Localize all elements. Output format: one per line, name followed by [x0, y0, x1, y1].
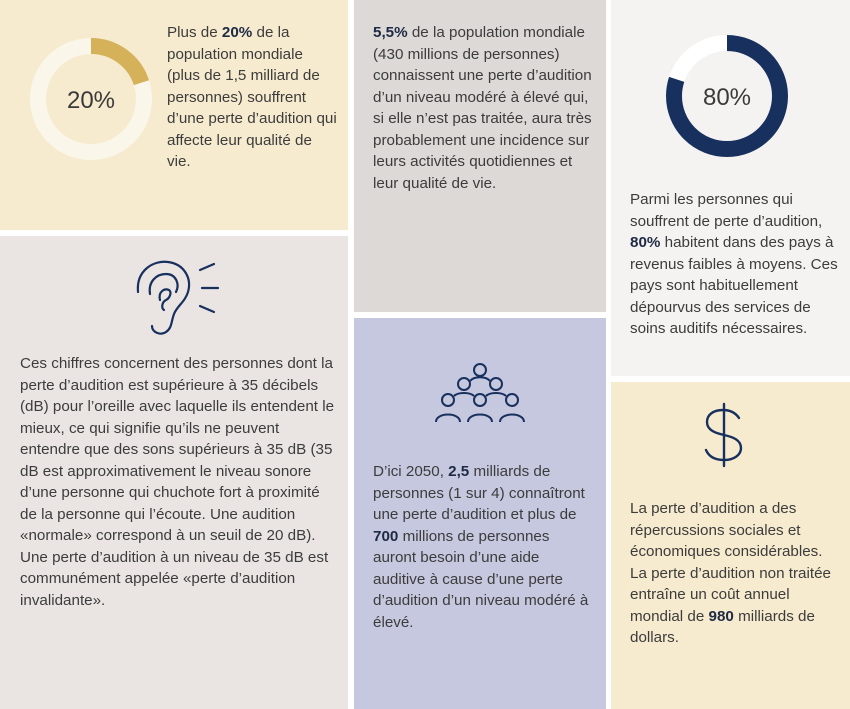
ear-icon — [128, 256, 224, 338]
stat-20-tile — [0, 0, 348, 230]
definition-text: Ces chiffres concernent des personnes dont la perte d’audition est supérieure à 35 décibels (dB) pour l’oreille avec laquelle ils entendent le mieux, ce qui signifie qu’ils ne peuvent entendre que des sons supérieurs à 35 dB (35 dB est approximativement le niveau sonore d’une personne qui chuchote fort à proximité de la personne qui l’écoute. Une audition «normale» correspond à un seuil de 20 dB). Une perte d’audition à un niveau de 35 dB est communément appelée «perte d’audition invalidante». — [20, 355, 335, 609]
donut-chart-80 — [664, 33, 790, 159]
stat-80-text: Parmi les personnes qui souffrent de perte d’audition, 80% habitent dans des pays à revenus faibles à moyens. Ces pays sont habituellement dépourvus des services de soins auditifs nécessaires. — [630, 191, 838, 337]
stat-80-bold: 80% — [630, 234, 661, 251]
cost-text: La perte d’audition a des répercussions sociales et économiques considérables. La perte d’audition non traitée entraîne un coût annuel mondial de 980 milliards de dollars. — [630, 500, 831, 646]
stat-20-bold: 20% — [221, 24, 253, 41]
stat-80-tile — [611, 0, 850, 376]
donut-label: 20% — [66, 87, 116, 114]
projection-tile — [354, 318, 606, 709]
stat-55-bold: 5,5% — [373, 24, 408, 41]
donut-label: 80% — [702, 84, 752, 111]
cost-tile — [611, 382, 850, 709]
dollar-icon — [699, 402, 749, 468]
stat-55-tile — [354, 0, 606, 312]
donut-chart-20 — [28, 36, 154, 162]
people-group-icon — [432, 362, 528, 424]
definition-tile — [0, 236, 348, 709]
projection-bold-a: 2,5 — [448, 463, 470, 480]
projection-bold-b: 700 — [373, 527, 399, 545]
cost-bold: 980 — [708, 607, 734, 625]
stat-55-text: 5,5% de la population mondiale (430 millions de personnes) connaissent une perte d’audition d’un niveau modéré à élevé qui, si elle n’est pas traitée, aura très probablement une incidence sur leurs activités quotidiennes et leur qualité de vie. — [373, 24, 592, 192]
projection-text: D’ici 2050, 2,5 milliards de personnes (1 sur 4) connaîtront une perte d’audition et plus de 700 millions de personnes auront besoin d’une aide auditive à cause d’une perte d’audition d’un niveau modéré à élevé. — [373, 463, 589, 631]
stat-20-text: Plus de 20% de la population mondiale (plus de 1,5 milliard de personnes) souffrent d’une perte d’audition qui affecte leur qualité de vie. — [167, 24, 337, 170]
